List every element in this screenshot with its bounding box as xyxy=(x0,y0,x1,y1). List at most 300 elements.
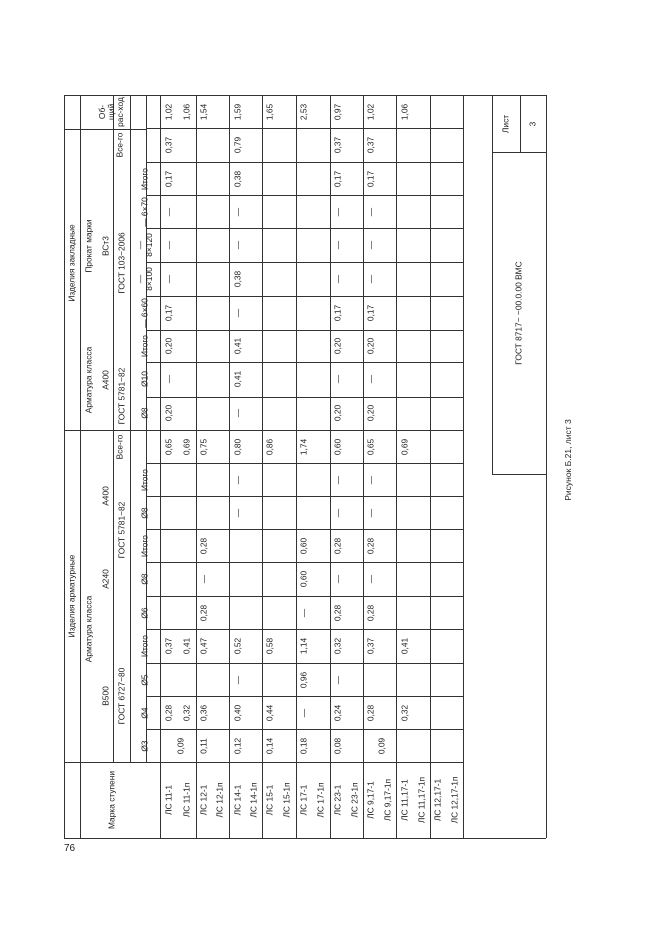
cell-a400d8-cell xyxy=(363,496,379,529)
cell-d6-cell xyxy=(330,596,346,629)
header-p8x100-cell xyxy=(130,262,160,296)
cell-vsego: 0,65 xyxy=(365,438,376,455)
row-label: ЛС 12-1 xyxy=(198,784,209,816)
cell-a400d8-cell xyxy=(330,496,346,529)
cell-vsego: 0,75 xyxy=(198,438,209,455)
cell-itogo: 1,14 xyxy=(298,637,309,655)
cell-p660-cell xyxy=(229,296,246,330)
cell-itogo: 0,41 xyxy=(399,637,410,655)
cell-d6-cell xyxy=(363,596,379,629)
cell-p8100: 0,38 xyxy=(232,270,243,288)
header-vst3-cell xyxy=(98,162,113,330)
cell-d4-cell xyxy=(160,696,178,729)
row-label: ЛС 23-1п xyxy=(349,782,360,818)
stamp-list-label: Лист xyxy=(500,114,511,133)
stamp-list-number-cell xyxy=(520,95,546,152)
column-line xyxy=(146,362,463,363)
row-label-cell xyxy=(229,762,246,838)
header-armatura-klassa-z: Арматура класса xyxy=(83,346,94,414)
cell-p8120: — xyxy=(232,240,243,250)
cell-i240-cell xyxy=(363,529,379,562)
header-itogo-cell xyxy=(130,162,160,195)
cell-z_d10: — xyxy=(163,374,174,384)
cell-d5-cell xyxy=(330,663,346,696)
cell-d3-cell xyxy=(229,729,246,762)
cell-itogo: 0,37 xyxy=(365,637,376,655)
header-p6x60: — 6×60 xyxy=(139,298,150,328)
header-a240: A240 xyxy=(100,569,111,589)
stamp-list-number: 3 xyxy=(527,121,538,126)
row-label: ЛС 15-1п xyxy=(281,782,292,818)
cell-vsego: 0,65 xyxy=(163,438,174,455)
row-label: ЛС 9,17-1п xyxy=(382,778,393,822)
header-a400: A400 xyxy=(100,486,111,506)
column-line xyxy=(146,463,463,464)
header-b500-cell xyxy=(98,629,113,762)
cell-d4: 0,44 xyxy=(264,704,275,721)
cell-p8100-cell xyxy=(160,262,178,296)
header-p6x70: — 6×70 xyxy=(139,196,150,227)
cell-p670-cell xyxy=(229,195,246,228)
row-label-cell xyxy=(211,762,229,838)
header-vsego-a-cell xyxy=(80,430,160,463)
cell-z_d10-cell xyxy=(160,362,178,396)
cell-z_d10: — xyxy=(365,374,376,384)
cell-p8120-cell xyxy=(229,228,246,262)
cell-d4-cell xyxy=(262,696,277,729)
cell-a400d8-cell xyxy=(229,496,246,529)
cell-d5: — xyxy=(232,675,243,684)
cell-itogo: 0,37 xyxy=(163,637,174,655)
cell-d6: — xyxy=(298,608,309,617)
cell-d8: — xyxy=(332,574,343,584)
cell-z_vs-cell xyxy=(363,128,379,162)
header-izdeliya-armaturnye: Изделия арматурные xyxy=(66,554,77,638)
cell-z_it: 0,20 xyxy=(365,337,376,355)
header-izdeliya-zakladnye-cell xyxy=(64,95,80,430)
row-label-cell xyxy=(346,762,363,838)
header-d6-cell xyxy=(130,596,160,629)
header-d8: Ø8 xyxy=(139,407,150,419)
header-vsego-z: Все-го xyxy=(114,132,125,158)
cell-vsego: 0,69 xyxy=(181,438,192,455)
cell-i400-cell xyxy=(363,463,379,496)
cell-d4: 0,28 xyxy=(365,704,376,721)
header-marka: Марка ступени xyxy=(106,770,117,830)
row-label: ЛС 11,17-1п xyxy=(416,776,427,824)
cell-tot-cell xyxy=(229,95,246,128)
header-gost-vst3-cell xyxy=(113,195,130,330)
header-prokat-marki-cell xyxy=(80,162,98,330)
header-d8: Ø8 xyxy=(139,506,150,519)
stamp-line xyxy=(492,474,546,475)
cell-p660-cell xyxy=(160,296,178,330)
cell-d5: — xyxy=(332,675,343,684)
header-a400-cell xyxy=(98,463,113,529)
cell-p8120: — xyxy=(365,240,376,250)
cell-p660: 0,17 xyxy=(365,304,376,322)
cell-d3: 0,18 xyxy=(298,737,309,754)
header-d4-cell xyxy=(130,696,160,729)
cell-z_d8-cell xyxy=(229,396,246,430)
row-label-cell xyxy=(277,762,296,838)
cell-tot: 1,54 xyxy=(198,103,209,120)
cell-d8-cell xyxy=(296,562,312,596)
cell-z_d8-cell xyxy=(160,396,178,430)
cell-i400-cell xyxy=(330,463,346,496)
header-d5: Ø5 xyxy=(139,673,150,686)
header-b500: B500 xyxy=(100,685,111,706)
cell-p660: 0,17 xyxy=(332,304,343,322)
cell-d8: 0,60 xyxy=(298,570,309,588)
cell-vsego: 0,60 xyxy=(332,438,343,455)
cell-vsego: 0,86 xyxy=(264,438,275,455)
cell-tot: 1,06 xyxy=(399,103,410,120)
cell-itogo-cell xyxy=(363,629,379,663)
cell-tot-cell xyxy=(178,95,196,128)
cell-z_d8: 0,20 xyxy=(163,404,174,422)
cell-tot: 2,53 xyxy=(298,103,309,120)
header-izdeliya-armaturnye-cell xyxy=(64,430,80,762)
cell-d3-cell xyxy=(330,729,346,762)
cell-p_it-cell xyxy=(363,162,379,195)
cell-itogo-cell xyxy=(196,629,211,663)
cell-tot-cell xyxy=(396,95,414,128)
cell-a400d8: — xyxy=(232,508,243,517)
cell-tot: 1,02 xyxy=(163,103,174,120)
row-label-cell xyxy=(396,762,414,838)
cell-d3: 0,14 xyxy=(264,737,275,754)
cell-z_d8: — xyxy=(232,408,243,418)
cell-d3-cell xyxy=(196,729,211,762)
header-armatura-klassa-z-cell xyxy=(80,330,98,430)
cell-d3-cell xyxy=(170,729,191,762)
cell-d3: 0,08 xyxy=(332,737,343,754)
cell-d4-cell xyxy=(296,696,312,729)
cell-d3: 0,09 xyxy=(175,737,186,754)
stamp-title: ГОСТ 8717− −00.0.00 ВМС xyxy=(513,261,524,365)
column-line xyxy=(146,228,463,229)
cell-d5: 0,96 xyxy=(298,671,309,688)
row-label-cell xyxy=(178,762,196,838)
cell-p670: — xyxy=(332,207,343,216)
header-vsego-a: Все-го xyxy=(114,434,125,459)
cell-p660: — xyxy=(232,308,243,318)
cell-z_vs-cell xyxy=(330,128,346,162)
cell-tot-cell xyxy=(296,95,312,128)
cell-d4: 0,32 xyxy=(399,704,410,721)
cell-d4: 0,24 xyxy=(332,704,343,721)
cell-p660: 0,17 xyxy=(163,304,174,322)
cell-tot: 1,02 xyxy=(365,103,376,120)
header-obshiy: Об-щий рас-ход xyxy=(97,96,126,127)
cell-itogo: 0,58 xyxy=(264,637,275,655)
cell-d4-cell xyxy=(196,696,211,729)
cell-z_d10-cell xyxy=(363,362,379,396)
header-p6x70-cell xyxy=(130,195,160,228)
cell-i400-cell xyxy=(229,463,246,496)
row-label: ЛС 17-1п xyxy=(315,782,326,818)
cell-p670: — xyxy=(232,207,243,216)
cell-i240: 0,28 xyxy=(365,537,376,554)
cell-itogo-cell xyxy=(160,629,178,663)
cell-itogo: 0,47 xyxy=(198,637,209,655)
row-group-line xyxy=(463,95,464,838)
header-itogo: Итого xyxy=(139,635,150,657)
cell-p8120: — xyxy=(163,240,174,250)
header-itogo-cell xyxy=(130,529,160,562)
cell-z_it: 0,20 xyxy=(163,337,174,355)
row-label: ЛС 12-1п xyxy=(214,782,225,818)
row-label-cell xyxy=(196,762,211,838)
cell-vsego-cell xyxy=(229,430,246,463)
header-d10: Ø10 xyxy=(139,371,150,387)
cell-i240: 0,28 xyxy=(198,537,209,554)
cell-p670: — xyxy=(163,207,174,216)
cell-vsego-cell xyxy=(262,430,277,463)
header-gost-b500: ГОСТ 6727−80 xyxy=(116,667,127,724)
figure-caption: Рисунок Б.21, лист 3 xyxy=(563,419,573,501)
row-label: ЛС 23-1 xyxy=(332,784,343,816)
header-itogo: Итого xyxy=(139,167,150,190)
row-label-cell xyxy=(430,762,446,838)
header-d6: Ø6 xyxy=(139,606,150,619)
cell-i400: — xyxy=(365,475,376,484)
cell-p670-cell xyxy=(363,195,379,228)
header-p6x60-cell xyxy=(130,296,160,330)
cell-a400d8: — xyxy=(332,508,343,517)
cell-d8-cell xyxy=(196,562,211,596)
column-line xyxy=(146,262,463,263)
header-d4: Ø4 xyxy=(139,706,150,719)
header-d3: Ø3 xyxy=(139,739,150,752)
header-p8x120: — 8×120 xyxy=(134,233,154,257)
cell-z_d8-cell xyxy=(330,396,346,430)
frame-bottom xyxy=(64,838,546,839)
row-label: ЛС 12,17-1 xyxy=(432,778,443,822)
row-label: ЛС 17-1 xyxy=(298,784,309,816)
header-itogo: Итого xyxy=(139,335,150,357)
cell-d3: 0,09 xyxy=(376,737,387,754)
cell-p8100: — xyxy=(163,274,174,284)
cell-d6-cell xyxy=(196,596,211,629)
cell-tot-cell xyxy=(363,95,379,128)
column-line xyxy=(146,397,463,398)
header-gost-a-z: ГОСТ 5781−82 xyxy=(116,367,127,425)
header-gost-a-cell xyxy=(113,463,130,596)
row-label-cell xyxy=(446,762,463,838)
cell-d8-cell xyxy=(330,562,346,596)
cell-i240-cell xyxy=(196,529,211,562)
column-line xyxy=(146,496,463,497)
header-prokat-marki: Прокат марки xyxy=(83,219,94,273)
cell-tot-cell xyxy=(196,95,211,128)
header-itogo-cell xyxy=(130,629,160,663)
cell-p670-cell xyxy=(160,195,178,228)
cell-p8100-cell xyxy=(330,262,346,296)
cell-d6-cell xyxy=(296,596,312,629)
row-label: ЛС 11-1 xyxy=(163,784,174,816)
header-itogo-cell xyxy=(130,330,160,362)
cell-p660-cell xyxy=(330,296,346,330)
row-label-cell xyxy=(414,762,430,838)
column-line xyxy=(146,195,463,196)
header-vst3: ВСт3 xyxy=(100,236,111,256)
cell-itogo-cell xyxy=(229,629,246,663)
page-number: 76 xyxy=(64,843,76,854)
cell-p8120-cell xyxy=(363,228,379,262)
cell-d4: 0,40 xyxy=(232,704,243,721)
cell-d4-cell xyxy=(178,696,196,729)
row-label-cell xyxy=(262,762,277,838)
header-p8x100: — 8×100 xyxy=(134,267,154,291)
cell-p8100: — xyxy=(332,274,343,284)
cell-d3: 0,12 xyxy=(232,737,243,754)
cell-p_it: 0,17 xyxy=(332,170,343,187)
stamp-list-label-cell xyxy=(492,95,520,152)
row-label: ЛС 15-1 xyxy=(264,784,275,816)
column-line xyxy=(146,330,463,331)
cell-d3: 0,11 xyxy=(198,737,209,754)
header-obshiy-cell xyxy=(64,95,160,128)
cell-z_d10: 0,41 xyxy=(232,370,243,388)
cell-vsego: 0,80 xyxy=(232,438,243,455)
row-group-line xyxy=(430,95,431,838)
header-d8-cell xyxy=(130,396,160,430)
cell-p_it-cell xyxy=(229,162,246,195)
header-itogo-cell xyxy=(130,463,160,496)
header-itogo: Итого xyxy=(139,468,150,491)
cell-p_it-cell xyxy=(330,162,346,195)
cell-tot: 1,65 xyxy=(264,103,275,120)
cell-d4-cell xyxy=(330,696,346,729)
cell-tot-cell xyxy=(262,95,277,128)
cell-p8100-cell xyxy=(363,262,379,296)
cell-d6: 0,28 xyxy=(332,604,343,621)
cell-p_it: 0,17 xyxy=(365,170,376,187)
cell-itogo-cell xyxy=(396,629,414,663)
cell-d4: 0,36 xyxy=(198,704,209,721)
header-izdeliya-zakladnye: Изделия закладные xyxy=(66,223,77,302)
cell-vsego-cell xyxy=(363,430,379,463)
cell-tot: 1,59 xyxy=(232,103,243,120)
cell-itogo-cell xyxy=(262,629,277,663)
header-gost-b500-cell xyxy=(113,629,130,762)
cell-i240: 0,28 xyxy=(332,537,343,554)
cell-p670-cell xyxy=(330,195,346,228)
cell-d4: — xyxy=(298,708,309,717)
cell-p_it: 0,38 xyxy=(232,170,243,187)
header-armatura-klassa-cell xyxy=(80,496,98,762)
cell-z_it-cell xyxy=(363,330,379,362)
cell-d5-cell xyxy=(296,663,312,696)
cell-vsego: 1,74 xyxy=(298,438,309,455)
cell-i240: 0,60 xyxy=(298,537,309,554)
cell-vsego-cell xyxy=(296,430,312,463)
cell-z_it-cell xyxy=(160,330,178,362)
cell-d3-cell xyxy=(373,729,391,762)
cell-p8100-cell xyxy=(229,262,246,296)
cell-vsego-cell xyxy=(330,430,346,463)
cell-p670: — xyxy=(365,207,376,216)
header-itogo: Итого xyxy=(139,534,150,557)
column-line xyxy=(146,296,463,297)
cell-d4-cell xyxy=(396,696,414,729)
cell-z_d8: 0,20 xyxy=(365,404,376,422)
cell-itogo: 0,32 xyxy=(332,637,343,655)
row-label-cell xyxy=(312,762,330,838)
cell-vsego-cell xyxy=(178,430,196,463)
cell-d4: 0,32 xyxy=(181,704,192,721)
header-gost-a: ГОСТ 5781−82 xyxy=(116,501,127,558)
row-label: ЛС 14-1п xyxy=(248,782,259,818)
cell-z_vs: 0,37 xyxy=(332,136,343,154)
cell-vsego-cell xyxy=(160,430,178,463)
cell-a400d8: — xyxy=(365,508,376,517)
row-label-cell xyxy=(296,762,312,838)
cell-z_d8: 0,20 xyxy=(332,404,343,422)
cell-z_vs-cell xyxy=(160,128,178,162)
cell-z_it: 0,20 xyxy=(332,337,343,355)
stamp-title-cell xyxy=(492,152,546,474)
cell-d6: 0,28 xyxy=(198,604,209,621)
header-d3-cell xyxy=(130,729,160,762)
cell-p8120-cell xyxy=(330,228,346,262)
cell-z_d10-cell xyxy=(229,362,246,396)
cell-z_d10-cell xyxy=(330,362,346,396)
column-line xyxy=(146,162,463,163)
row-label: ЛС 11,17-1 xyxy=(399,779,410,821)
cell-p8120: — xyxy=(332,240,343,250)
cell-p8100: — xyxy=(365,274,376,284)
header-gost-vst3: ГОСТ 103−2006 xyxy=(116,231,127,294)
cell-tot-cell xyxy=(160,95,178,128)
cell-vsego-cell xyxy=(396,430,414,463)
cell-d4: 0,28 xyxy=(163,704,174,721)
column-line xyxy=(146,128,463,129)
row-label: ЛС 9,17-1 xyxy=(365,781,376,819)
cell-d4-cell xyxy=(229,696,246,729)
frame-right xyxy=(546,95,547,838)
cell-vsego: 0,69 xyxy=(399,438,410,455)
cell-z_vs: 0,37 xyxy=(365,136,376,154)
header-a400-z: A400 xyxy=(100,370,111,390)
cell-d3-cell xyxy=(262,729,277,762)
cell-i400: — xyxy=(232,475,243,484)
cell-z_vs-cell xyxy=(229,128,246,162)
header-d8: Ø8 xyxy=(139,573,150,585)
header-a400-z-cell xyxy=(98,330,113,430)
header-armatura-klassa: Арматура класса xyxy=(83,595,94,663)
cell-itogo-cell xyxy=(330,629,346,663)
row-label-cell xyxy=(363,762,379,838)
row-label: ЛС 12,17-1п xyxy=(449,776,460,824)
header-gost-a-z-cell xyxy=(113,362,130,430)
cell-i240-cell xyxy=(330,529,346,562)
cell-z_vs: 0,37 xyxy=(163,136,174,154)
cell-z_d10: — xyxy=(332,374,343,384)
cell-d5-cell xyxy=(229,663,246,696)
row-label: ЛС 14-1 xyxy=(232,784,243,816)
cell-z_it-cell xyxy=(330,330,346,362)
cell-d8: — xyxy=(198,574,209,584)
row-label-cell xyxy=(246,762,262,838)
header-a240-cell xyxy=(98,529,113,629)
cell-i400: — xyxy=(332,475,343,484)
cell-itogo-cell xyxy=(296,629,312,663)
header-d8-cell xyxy=(130,562,160,596)
cell-itogo: 0,41 xyxy=(181,637,192,655)
